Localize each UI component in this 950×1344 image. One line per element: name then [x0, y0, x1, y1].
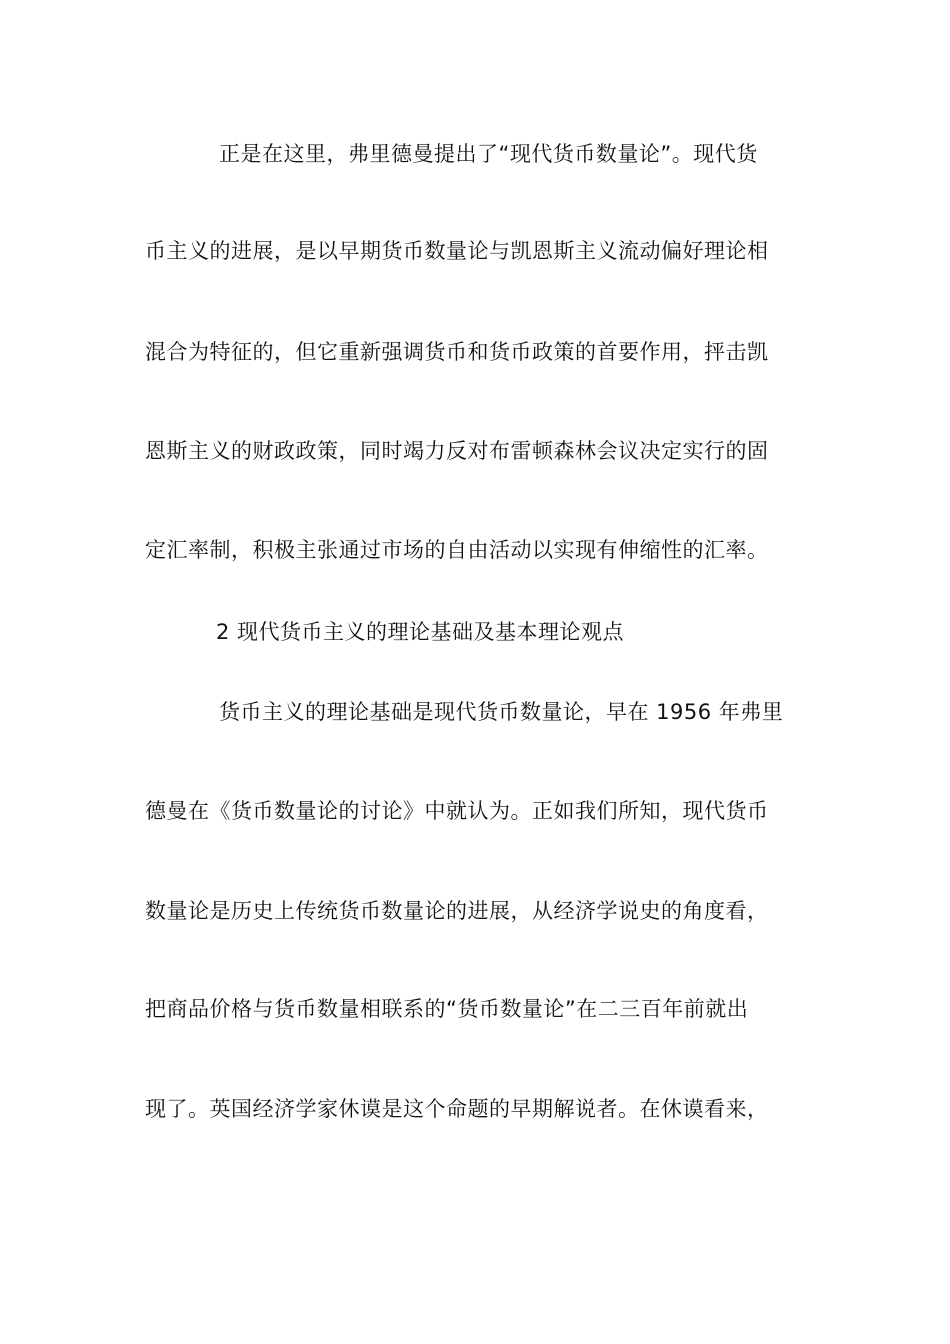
paragraph-1-line-1: 正是在这里，弗里德曼提出了“现代货币数量论”。现代货	[219, 142, 758, 166]
section-heading: 2 现代货币主义的理论基础及基本理论观点	[216, 620, 625, 644]
paragraph-1-line-5: 定汇率制，积极主张通过市场的自由活动以实现有伸缩性的汇率。	[145, 538, 769, 562]
paragraph-2-line-4: 把商品价格与货币数量相联系的“货币数量论”在二三百年前就出	[145, 997, 749, 1021]
paragraph-2-line-3: 数量论是历史上传统货币数量论的进展，从经济学说史的角度看，	[145, 899, 769, 923]
paragraph-2-line-2: 德曼在《货币数量论的讨论》中就认为。正如我们所知，现代货币	[145, 799, 769, 823]
paragraph-1-line-2: 币主义的进展，是以早期货币数量论与凯恩斯主义流动偏好理论相	[145, 239, 769, 263]
paragraph-2-line-1: 货币主义的理论基础是现代货币数量论，早在 1956 年弗里	[219, 700, 784, 724]
paragraph-2-line-5: 现了。英国经济学家休谟是这个命题的早期解说者。在休谟看来，	[145, 1097, 769, 1121]
paragraph-1-line-4: 恩斯主义的财政政策，同时竭力反对布雷顿森林会议决定实行的固	[145, 439, 769, 463]
paragraph-1-line-3: 混合为特征的，但它重新强调货币和货币政策的首要作用，抨击凯	[145, 340, 769, 364]
